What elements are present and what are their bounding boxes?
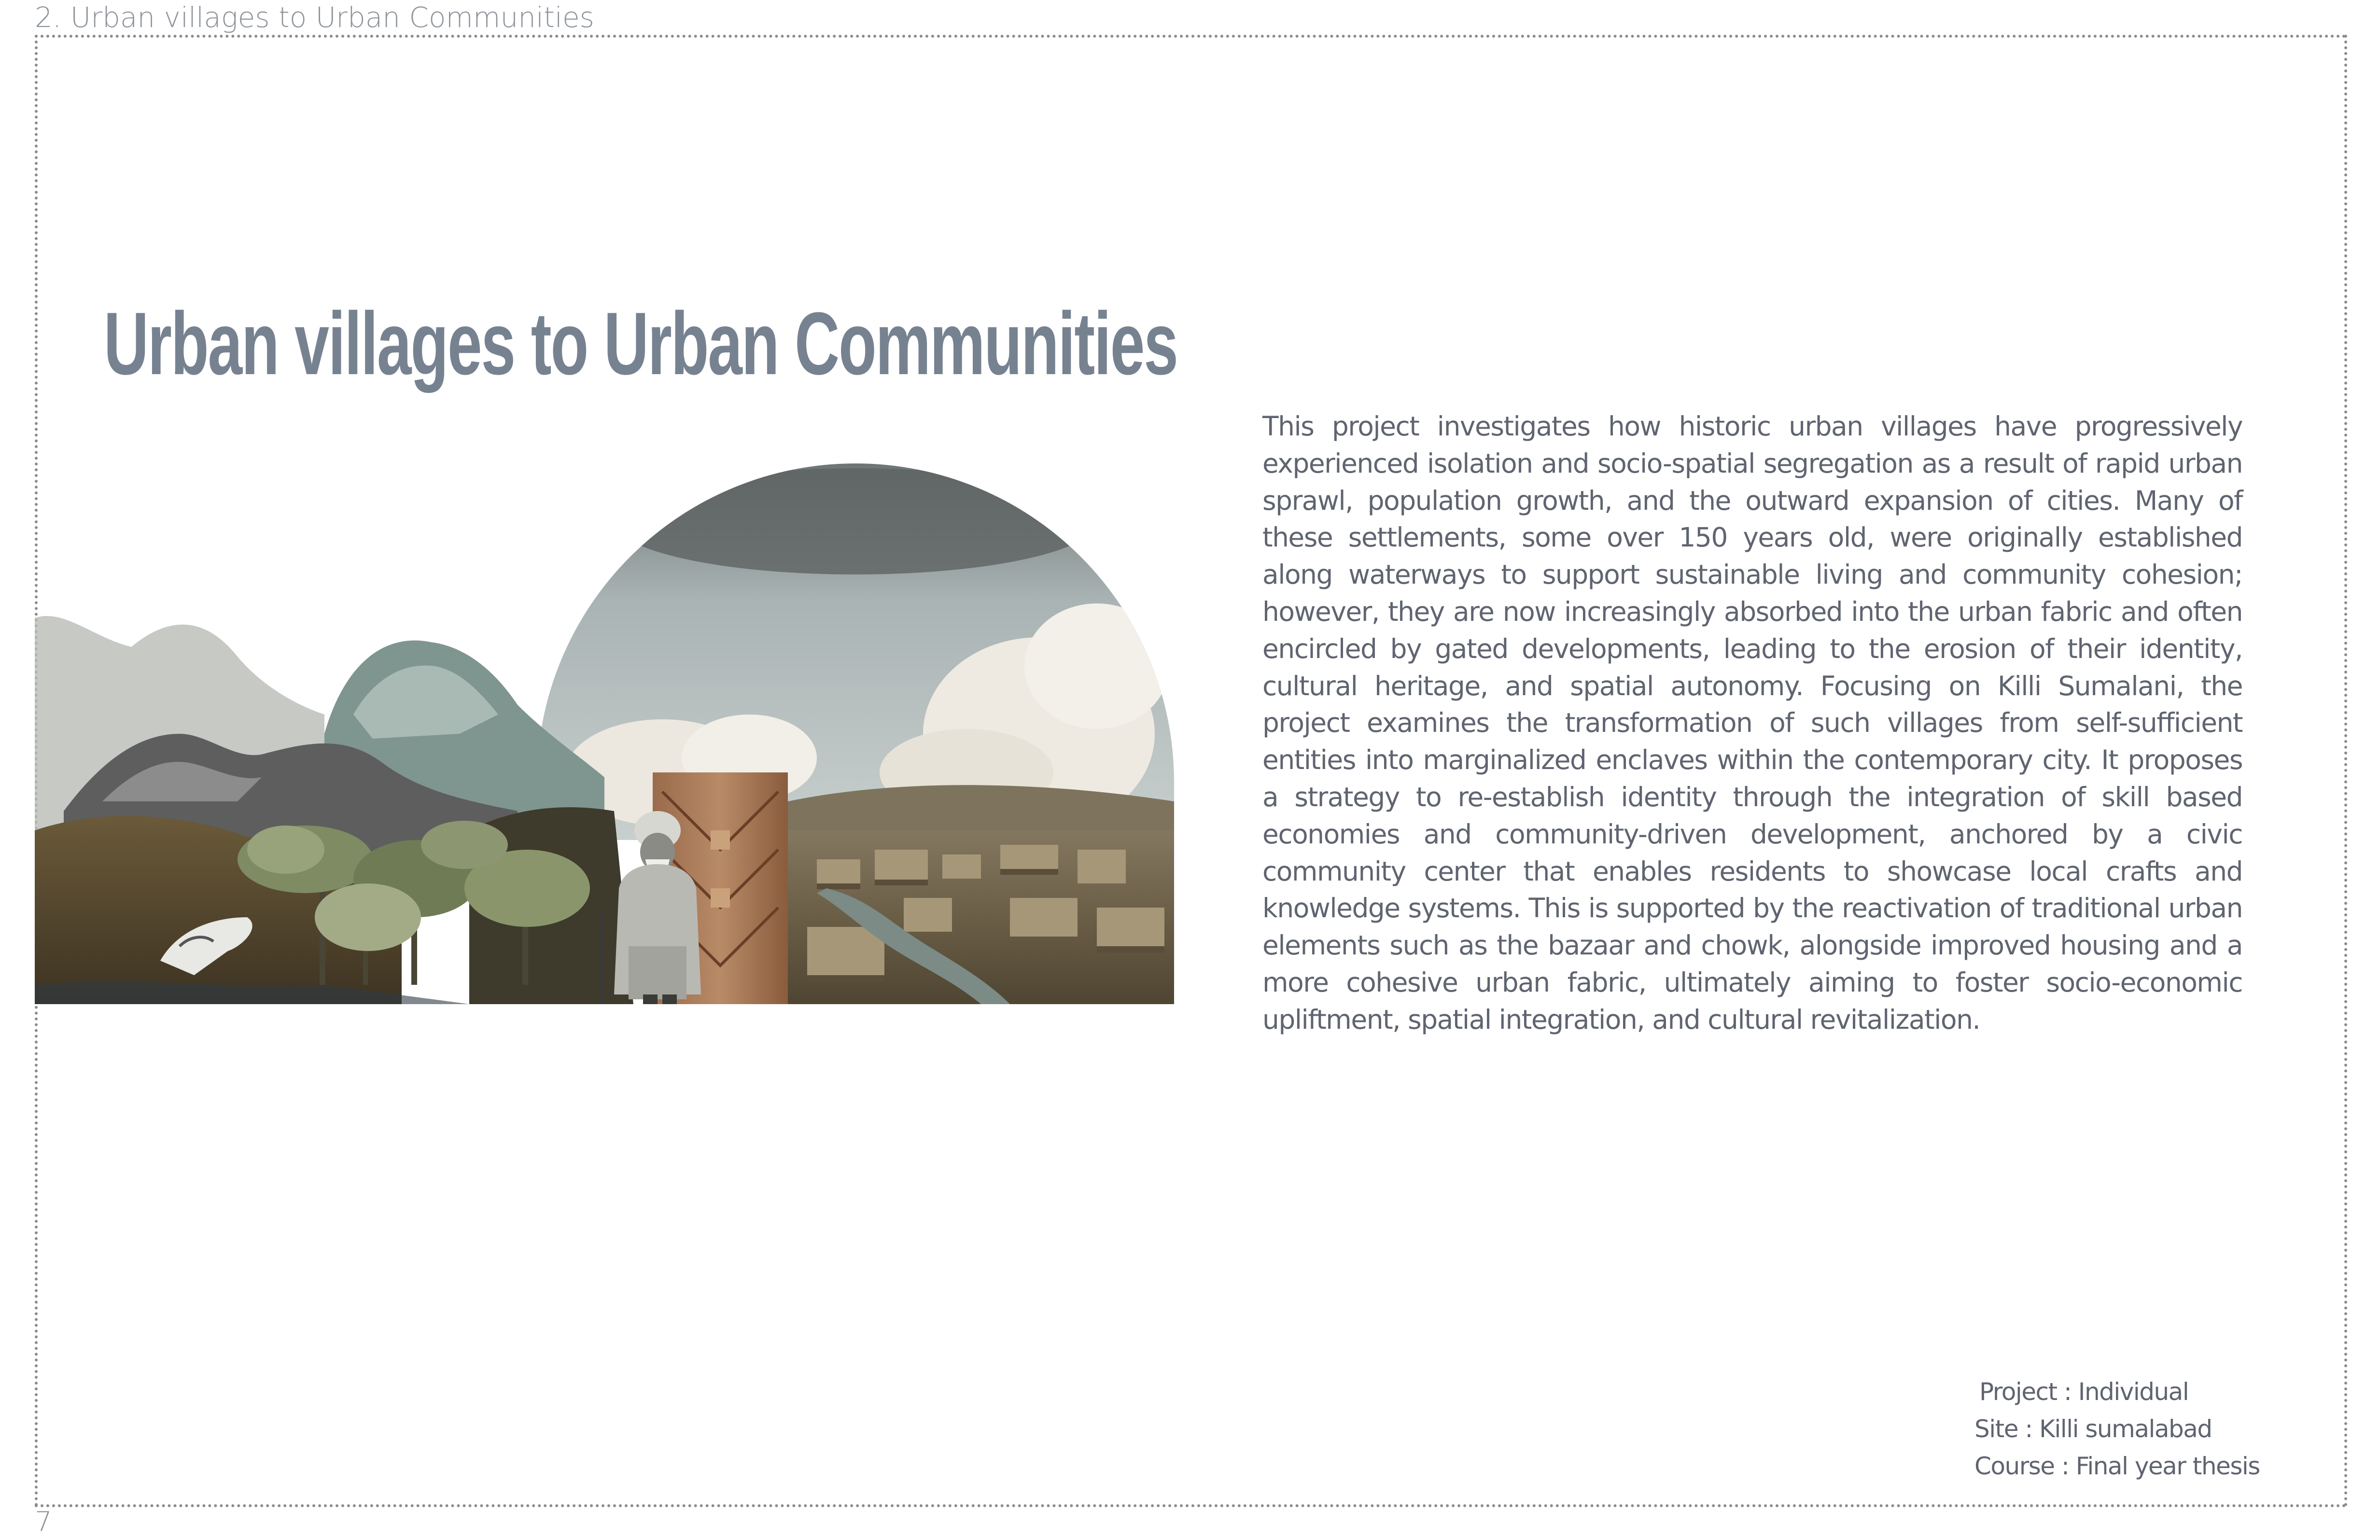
project-type-line: Project : Individual xyxy=(1979,1378,2189,1406)
project-description: This project investigates how historic urban villages have progressively experienced isolation and socio-spatial segregation as a result of rapid urban sprawl, population growth, and the outward expansion of cities. Many of these settlements, some over 150 years old, were originally established along waterways to support sustainable living and community cohesion; however, they are now increasingly absorbed into the urban fabric and often encircled by gated developments, leading to the erosion of their identity, cultural heritage, and spatial autonomy. Focusing on Killi Sumalani, the project examines the transformation of such villages from self-sufficient entities into marginalized enclaves within the contemporary city. It proposes a strategy to re-establish identity through the integration of skill based economies and community-driven development, anchored by a civic community center that enables residents to showcase local crafts and knowledge systems. This is supported by the reactivation of traditional urban elements such as the bazaar and chowk, alongside improved housing and a more cohesive urban fabric, ultimately aiming to foster socio-economic upliftment, spatial integration, and cultural revitalization. xyxy=(1262,411,2242,1035)
page-title: Urban villages to Urban Communities xyxy=(104,294,1177,393)
project-info xyxy=(1974,1373,2260,1485)
course-line: Course : Final year thesis xyxy=(1974,1452,2260,1480)
site-line: Site : Killi sumalabad xyxy=(1974,1415,2212,1443)
section-header-label: 2. Urban villages to Urban Communities xyxy=(35,1,594,34)
page-number: 7 xyxy=(35,1506,52,1538)
collage-image xyxy=(35,463,1184,1004)
